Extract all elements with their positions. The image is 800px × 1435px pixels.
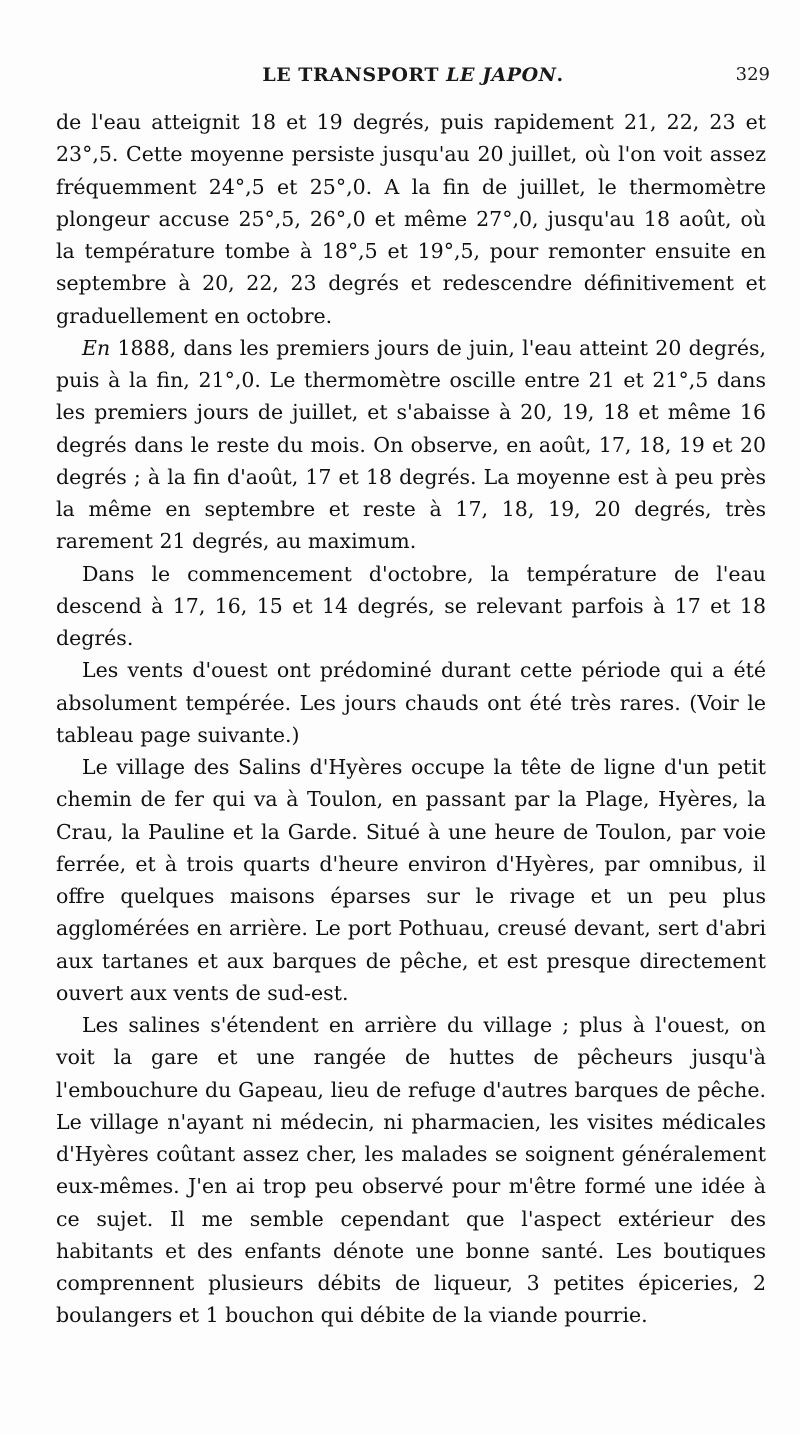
paragraph-4-text: Les vents d'ouest ont prédominé durant cette période qui a été absolument tempérée. Les jours chauds ont été très rares. (Voir le tableau page suivante.): [56, 658, 766, 747]
running-header: [56, 64, 770, 98]
paragraph-2: [56, 332, 766, 558]
body-text: [56, 106, 766, 1332]
paragraph-2-lead: En: [82, 335, 111, 360]
running-title-ship-name: LE JAPON: [446, 64, 557, 86]
running-title: [56, 64, 770, 86]
paragraph-3-text: Dans le commencement d'octobre, la température de l'eau descend à 17, 16, 15 et 14 degrés, se relevant parfois à 17 et 18 degrés.: [56, 561, 766, 650]
paragraph-1: [56, 106, 766, 332]
paragraph-2-text: 1888, dans les premiers jours de juin, l'eau atteint 20 degrés, puis à la fin, 21°,0. Le thermomètre oscille entre 21 et 21°,5 dans les premiers jours de juillet, et s'abaisse à 20, 19, 18 et même 16 degrés dans le reste du mois. On observe, en août, 17, 18, 19 et 20 degrés ; à la fin d'août, 17 et 18 degrés. La moyenne est à peu près la même en septembre et reste à 17, 18, 19, 20 degrés, très rarement 21 degrés, au maximum.: [56, 335, 766, 554]
running-title-suffix: .: [556, 64, 564, 86]
running-title-prefix: LE TRANSPORT: [262, 64, 447, 86]
paragraph-6-text: Les salines s'étendent en arrière du village ; plus à l'ouest, on voit la gare et une rangée de huttes de pêcheurs jusqu'à l'embouchure du Gapeau, lieu de refuge d'autres barques de pêche. Le village n'ayant ni médecin, ni pharmacien, les visites médicales d'Hyères coûtant assez cher, les malades se soignent généralement eux-mêmes. J'en ai trop peu observé pour m'être formé une idée à ce sujet. Il me semble cependant que l'aspect extérieur des habitants et des enfants dénote une bonne santé. Les boutiques comprennent plusieurs débits de liqueur, 3 petites épiceries, 2 boulangers et 1 bouchon qui débite de la viande pourrie.: [56, 1013, 766, 1328]
paragraph-5: [56, 751, 766, 1009]
paragraph-3: [56, 558, 766, 655]
paragraph-4: [56, 654, 766, 751]
paragraph-1-text: de l'eau atteignit 18 et 19 degrés, puis rapidement 21, 22, 23 et 23°,5. Cette moyenne persiste jusqu'au 20 juillet, où l'on voit assez fréquemment 24°,5 et 25°,0. A la fin de juillet, le thermomètre plongeur accuse 25°,5, 26°,0 et même 27°,0, jusqu'au 18 août, où la température tombe à 18°,5 et 19°,5, pour remonter ensuite en septembre à 20, 22, 23 degrés et redescendre définitivement et graduellement en octobre.: [56, 110, 766, 328]
paragraph-5-text: Le village des Salins d'Hyères occupe la tête de ligne d'un petit chemin de fer qui va à Toulon, en passant par la Plage, Hyères, la Crau, la Pauline et la Garde. Situé à une heure de Toulon, par voie ferrée, et à trois quarts d'heure environ d'Hyères, par omnibus, il offre quelques maisons éparses sur le rivage et un peu plus agglomérées en arrière. Le port Pothuau, creusé devant, sert d'abri aux tartanes et aux barques de pêche, et est presque directement ouvert aux vents de sud-est.: [56, 755, 766, 1005]
page-number: 329: [735, 64, 770, 85]
paragraph-6: [56, 1009, 766, 1332]
